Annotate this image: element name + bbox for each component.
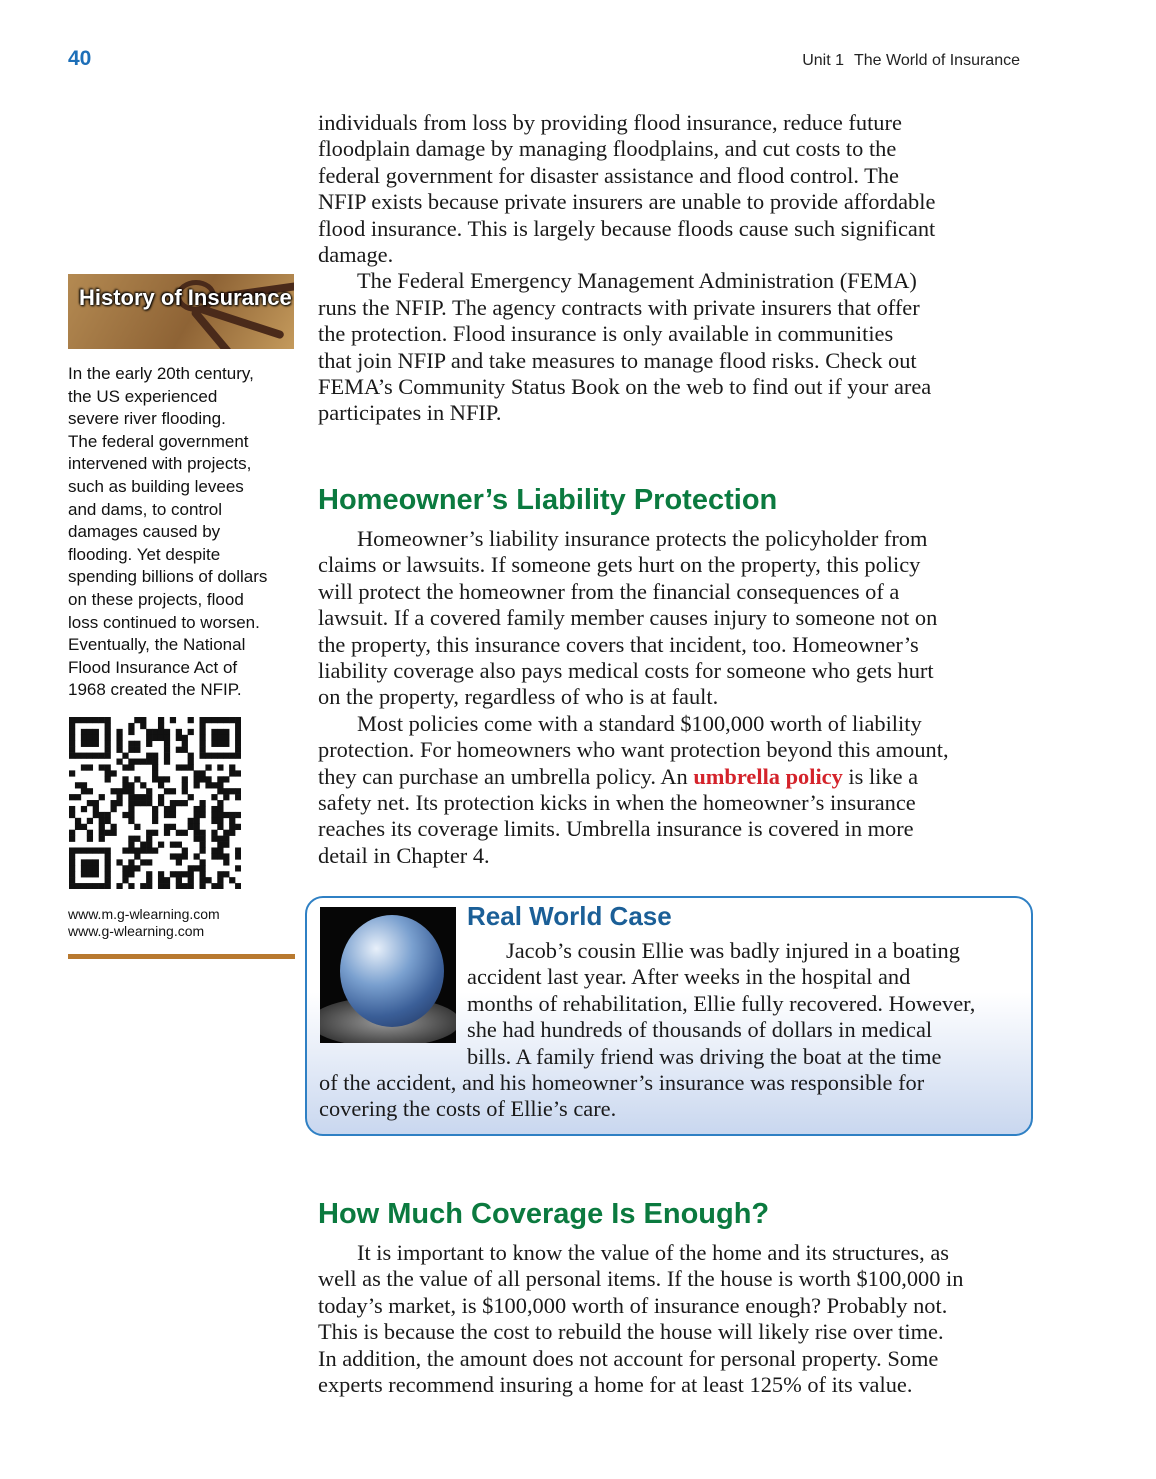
text-line: Homeowner’s liability insurance protects the policyholder from xyxy=(357,526,928,551)
paragraph xyxy=(319,938,975,1070)
text-line: the protection. Flood insurance is only available in communities xyxy=(318,321,894,347)
url-link[interactable]: www.g-wlearning.com xyxy=(68,923,205,939)
sidebar-text xyxy=(68,363,298,702)
unit-label: Unit 1 xyxy=(802,52,844,69)
qr-code[interactable] xyxy=(69,717,241,889)
text-line: The federal government xyxy=(68,431,249,451)
text-line: In the early 20th century, xyxy=(68,364,254,383)
text-line: loss continued to worsen. xyxy=(68,612,260,632)
text-line: experts recommend insuring a home for at least 125% of its value. xyxy=(318,1372,913,1398)
paragraph xyxy=(318,790,1038,869)
text-line: of the accident, and his homeowner’s insurance was responsible for xyxy=(319,1070,925,1096)
sidebar-divider xyxy=(68,954,295,959)
history-of-insurance-banner xyxy=(68,274,294,349)
case-heading: Real World Case xyxy=(467,901,672,931)
text-line: It is important to know the value of the home and its structures, as xyxy=(357,1240,949,1265)
text-line: Eventually, the National xyxy=(68,635,246,655)
text-line: that join NFIP and take measures to manage flood risks. Check out xyxy=(318,347,917,373)
banner-title: History of Insurance xyxy=(79,285,292,310)
text-line: lawsuit. If a covered family member causes injury to someone not on xyxy=(318,605,938,631)
section-heading-liability: Homeowner’s Liability Protection xyxy=(318,484,778,516)
text-span: is like a xyxy=(842,763,919,789)
text-line: In addition, the amount does not account for personal property. Some xyxy=(318,1345,939,1371)
text-line: Flood Insurance Act of xyxy=(68,657,238,677)
text-line: on these projects, flood xyxy=(68,589,244,609)
case-body xyxy=(319,938,975,1123)
liability-section xyxy=(318,526,1038,869)
text-line: she had hundreds of thousands of dollars in medical xyxy=(467,1017,933,1043)
text-line: floodplain damage by managing floodplains, and cut costs to the xyxy=(318,136,897,162)
text-line: individuals from loss by providing flood insurance, reduce future xyxy=(318,110,902,135)
text-line: flooding. Yet despite xyxy=(68,544,221,564)
url-link[interactable]: www.m.g-wlearning.com xyxy=(68,906,220,922)
text-line: NFIP exists because private insurers are unable to provide affordable xyxy=(318,189,936,215)
text-line: intervened with projects, xyxy=(68,454,252,474)
text-line: participates in NFIP. xyxy=(318,400,502,426)
text-line: spending billions of dollars xyxy=(68,567,268,587)
text-line: the US experienced xyxy=(68,386,218,406)
text-line: Jacob’s cousin Ellie was badly injured in a boating xyxy=(506,938,960,963)
text-line: claims or lawsuits. If someone gets hurt on the property, this policy xyxy=(318,552,921,578)
section-heading-coverage: How Much Coverage Is Enough? xyxy=(318,1198,770,1230)
sidebar-urls xyxy=(68,906,220,940)
text-line: today’s market, is $100,000 worth of insurance enough? Probably not. xyxy=(318,1292,948,1318)
text-line: covering the costs of Ellie’s care. xyxy=(319,1096,617,1122)
text-line: Most policies come with a standard $100,000 worth of liability xyxy=(357,710,922,736)
intro-section xyxy=(318,110,1038,427)
text-line: damage. xyxy=(318,242,394,268)
running-header xyxy=(802,52,1020,70)
text-line: severe river flooding. xyxy=(68,409,226,429)
text-line: liability coverage also pays medical costs for someone who gets hurt xyxy=(318,658,934,684)
text-line: FEMA’s Community Status Book on the web to find out if your area xyxy=(318,374,932,400)
text-line: accident last year. After weeks in the hospital and xyxy=(467,964,911,990)
text-span: they can purchase an umbrella policy. An xyxy=(318,763,694,789)
text-line: protection. For homeowners who want protection beyond this amount, xyxy=(318,737,949,763)
paragraph xyxy=(318,110,1038,268)
unit-title: The World of Insurance xyxy=(853,52,1020,69)
text-line: federal government for disaster assistance and flood control. The xyxy=(318,162,899,188)
text-line: damages caused by xyxy=(68,522,221,542)
text-line: well as the value of all personal items. If the house is worth $100,000 in xyxy=(318,1266,964,1292)
glossary-term-umbrella-policy[interactable]: umbrella policy xyxy=(693,763,843,789)
paragraph xyxy=(318,526,1038,711)
coverage-section xyxy=(318,1240,1038,1398)
real-world-case-box xyxy=(305,896,1033,1136)
text-line: such as building levees xyxy=(68,476,244,496)
text-line: and dams, to control xyxy=(68,499,223,519)
text-line: flood insurance. This is largely because floods cause such significant xyxy=(318,215,936,241)
text-line: will protect the homeowner from the financial consequences of a xyxy=(318,578,900,604)
text-line: detail in Chapter 4. xyxy=(318,842,490,868)
paragraph xyxy=(318,268,1038,426)
text-line: on the property, regardless of who is at fault. xyxy=(318,684,719,710)
text-line: This is because the cost to rebuild the house will likely rise over time. xyxy=(318,1319,944,1345)
text-line: bills. A family friend was driving the boat at the time xyxy=(467,1043,942,1069)
text-line: months of rehabilitation, Ellie fully recovered. However, xyxy=(467,990,976,1016)
paragraph xyxy=(318,711,1038,764)
text-line xyxy=(318,764,1038,790)
text-line: 1968 created the NFIP. xyxy=(68,680,242,700)
text-line: runs the NFIP. The agency contracts with private insurers that offer xyxy=(318,294,920,320)
page-number: 40 xyxy=(68,47,92,70)
text-line: the property, this insurance covers that incident, too. Homeowner’s xyxy=(318,631,919,657)
paragraph xyxy=(319,1070,975,1123)
text-line: The Federal Emergency Management Administration (FEMA) xyxy=(357,268,917,294)
text-line: safety net. Its protection kicks in when the homeowner’s insurance xyxy=(318,790,916,816)
text-line: reaches its coverage limits. Umbrella insurance is covered in more xyxy=(318,816,914,842)
paragraph xyxy=(318,1240,1038,1398)
